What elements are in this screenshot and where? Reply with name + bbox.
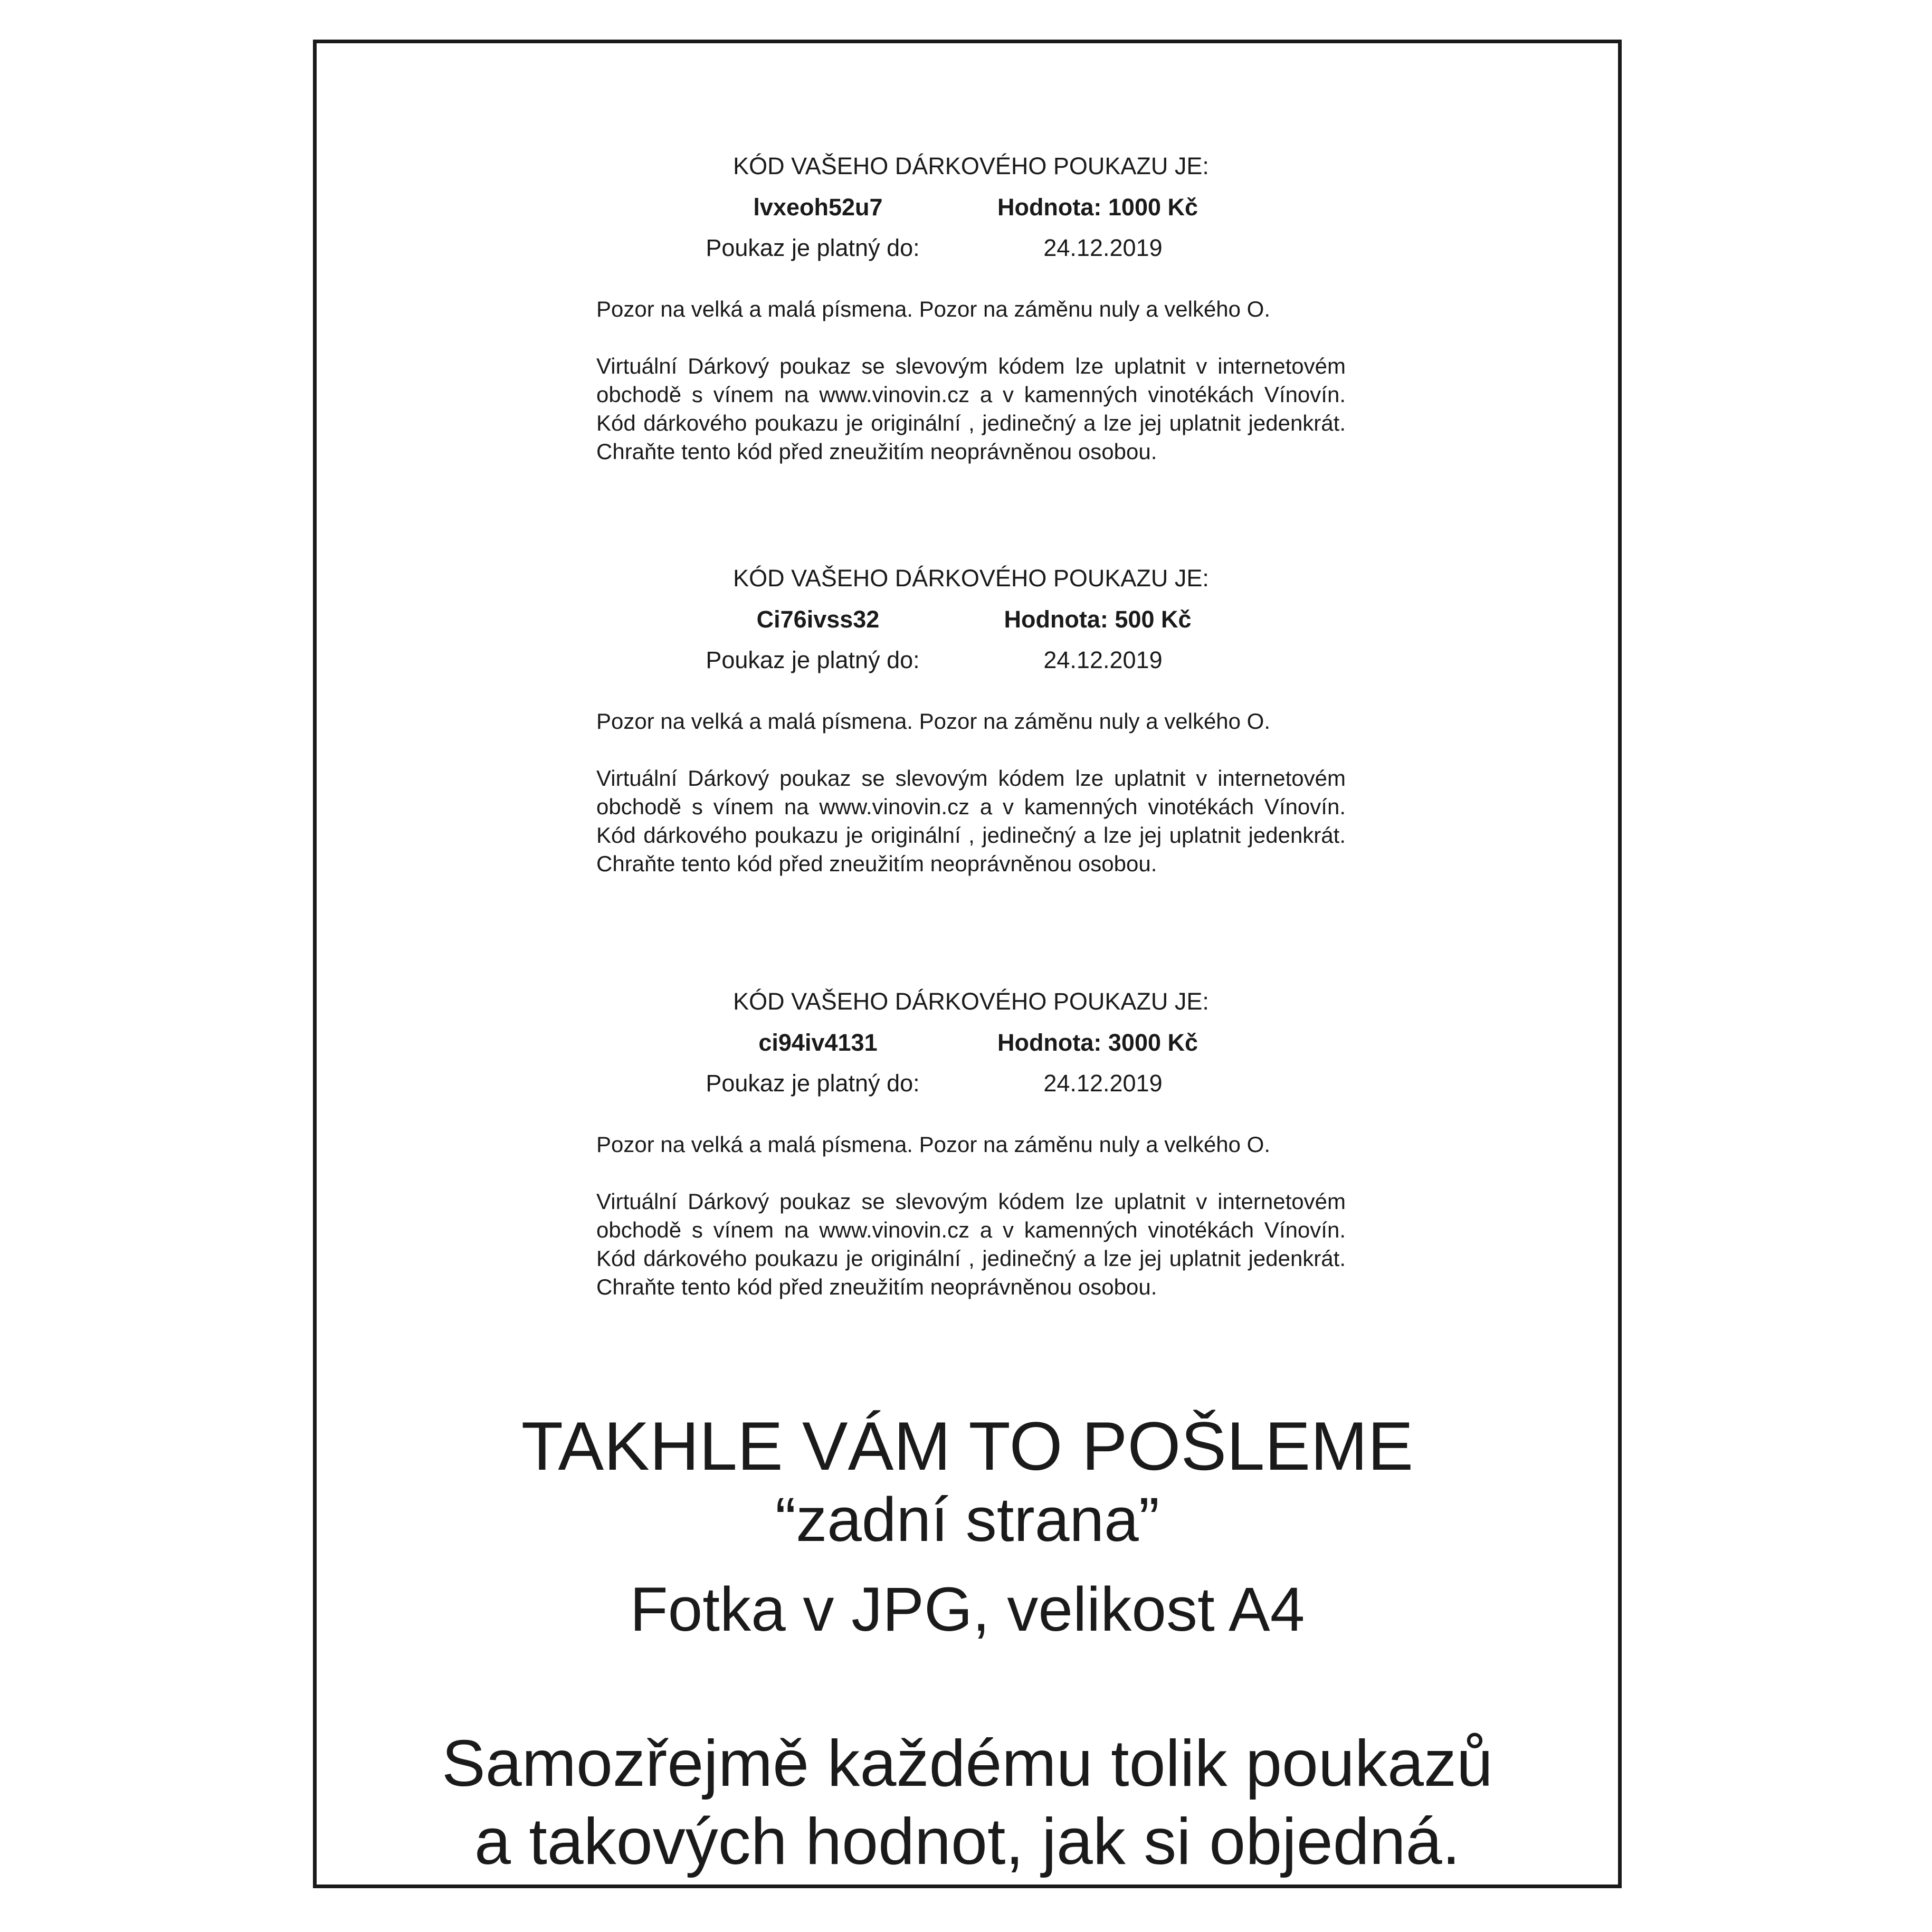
footer-headline: TAKHLE VÁM TO POŠLEME: [521, 1407, 1414, 1484]
valid-until-label: Poukaz je platný do:: [706, 646, 920, 673]
voucher-description: Virtuální Dárkový poukaz se slevovým kódem lze uplatnit v internetovém obchodě s vínem na www.vinovin.cz a v kamenných vinotékách Vínovín. Kód dárkového poukazu je originální , jedinečný a lze jej uplatnit jedenkrát. Chraňte tento kód před zneužitím neoprávněnou osobou.: [596, 1189, 1346, 1299]
voucher-title: KÓD VAŠEHO DÁRKOVÉHO POUKAZU JE:: [733, 153, 1209, 179]
voucher-code: Ci76ivss32: [756, 606, 880, 633]
voucher-value: Hodnota: 3000 Kč: [997, 1029, 1198, 1056]
valid-until-label: Poukaz je platný do:: [706, 1070, 920, 1097]
footer-note-line-1: Samozřejmě každému tolik poukazů: [442, 1727, 1493, 1800]
case-warning: Pozor na velká a malá písmena. Pozor na záměnu nuly a velkého O.: [596, 1132, 1271, 1157]
footer-subline: “zadní strana”: [775, 1485, 1159, 1555]
voucher-value: Hodnota: 500 Kč: [1004, 606, 1192, 633]
case-warning: Pozor na velká a malá písmena. Pozor na záměnu nuly a velkého O.: [596, 709, 1271, 734]
voucher-title: KÓD VAŠEHO DÁRKOVÉHO POUKAZU JE:: [733, 565, 1209, 592]
case-warning: Pozor na velká a malá písmena. Pozor na záměnu nuly a velkého O.: [596, 297, 1271, 321]
voucher-code: lvxeoh52u7: [753, 194, 883, 221]
voucher-description: Virtuální Dárkový poukaz se slevovým kódem lze uplatnit v internetovém obchodě s vínem na www.vinovin.cz a v kamenných vinotékách Vínovín. Kód dárkového poukazu je originální , jedinečný a lze jej uplatnit jedenkrát. Chraňte tento kód před zneužitím neoprávněnou osobou.: [596, 354, 1346, 464]
valid-until-date: 24.12.2019: [1043, 646, 1163, 673]
valid-until-date: 24.12.2019: [1043, 234, 1163, 261]
footer-note-line-2: a takových hodnot, jak si objedná.: [474, 1805, 1461, 1878]
voucher-value: Hodnota: 1000 Kč: [997, 194, 1198, 221]
valid-until-label: Poukaz je platný do:: [706, 234, 920, 261]
voucher-title: KÓD VAŠEHO DÁRKOVÉHO POUKAZU JE:: [733, 988, 1209, 1015]
voucher-code: ci94iv4131: [758, 1029, 878, 1056]
valid-until-date: 24.12.2019: [1043, 1070, 1163, 1097]
voucher-description: Virtuální Dárkový poukaz se slevovým kódem lze uplatnit v internetovém obchodě s vínem na www.vinovin.cz a v kamenných vinotékách Vínovín. Kód dárkového poukazu je originální , jedinečný a lze jej uplatnit jedenkrát. Chraňte tento kód před zneužitím neoprávněnou osobou.: [596, 766, 1346, 876]
footer-format: Fotka v JPG, velikost A4: [630, 1575, 1305, 1644]
